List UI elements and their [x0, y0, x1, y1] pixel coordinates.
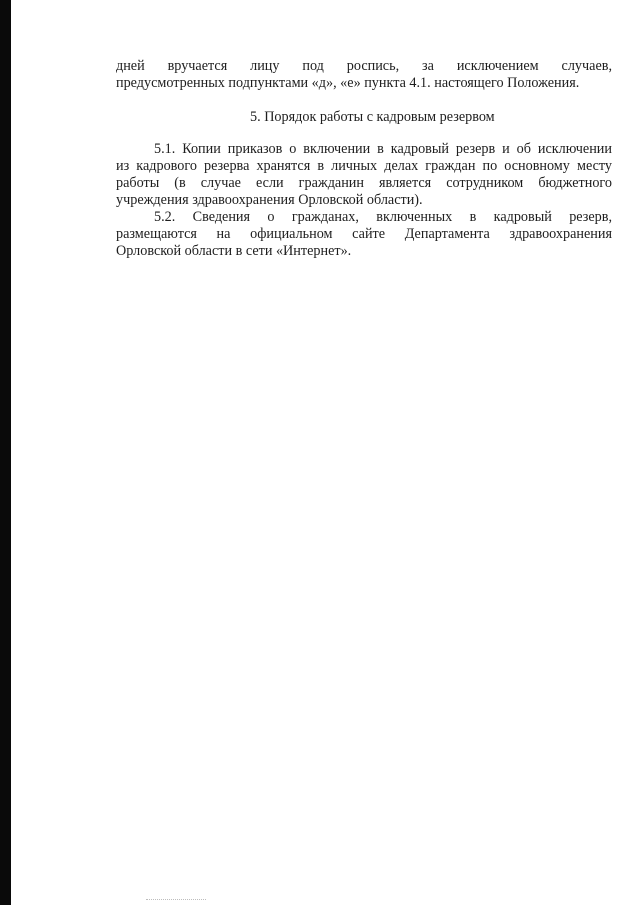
section-heading: 5. Порядок работы с кадровым резервом	[250, 109, 495, 125]
continuation-paragraph	[116, 58, 612, 92]
text-line: дней вручается лицу под роспись, за исключением случаев,	[116, 58, 612, 74]
text-line: Орловской области в сети «Интернет».	[116, 243, 352, 259]
text-line: работы (в случае если гражданин является сотрудником бюджетного	[116, 175, 612, 191]
text-line: предусмотренных подпунктами «д», «е» пункта 4.1. настоящего Положения.	[116, 75, 580, 91]
scan-edge-bar	[0, 0, 11, 905]
text-line: 5.2. Сведения о гражданах, включенных в кадровый резерв,	[154, 209, 612, 225]
text-line: учреждения здравоохранения Орловской области).	[116, 192, 423, 208]
text-line: 5.1. Копии приказов о включении в кадровый резерв и об исключении	[154, 141, 612, 157]
paragraph-5-2	[116, 209, 612, 260]
text-line: из кадрового резерва хранятся в личных делах граждан по основному месту	[116, 158, 612, 174]
scan-artifact-marks	[146, 899, 206, 901]
paragraph-5-1	[116, 141, 612, 209]
document-page	[116, 58, 612, 260]
text-line: размещаются на официальном сайте Департамента здравоохранения	[116, 226, 612, 242]
